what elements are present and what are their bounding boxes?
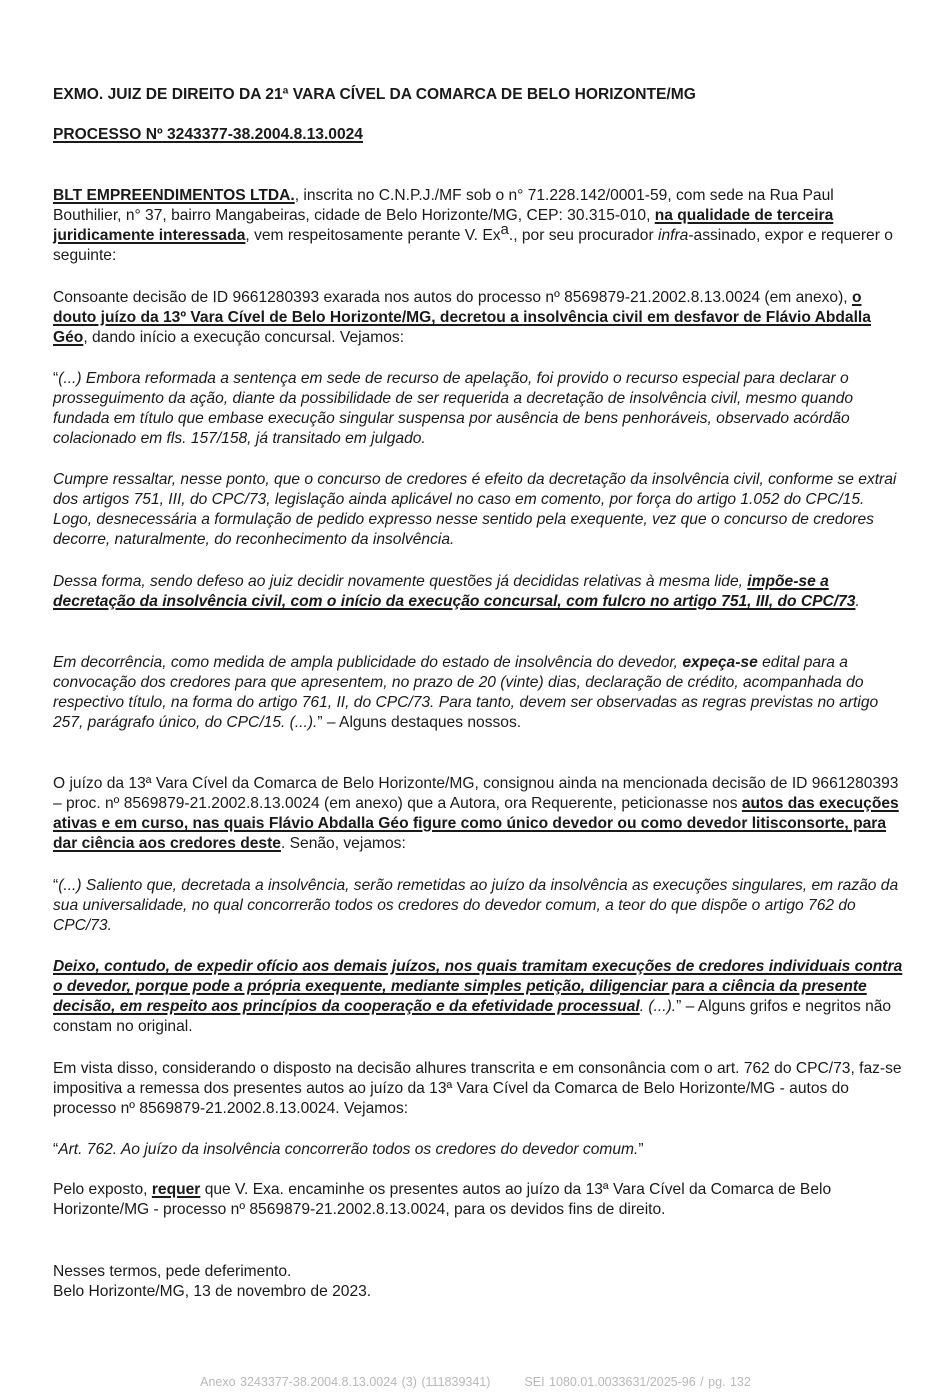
request-word: requer (151, 1181, 201, 1198)
interested-party-phrase: na qualidade de terceira juridicamente interessada (53, 207, 834, 244)
request-paragraph: Pelo exposto, requer que V. Exa. encaminhe os presentes autos ao juízo da 13ª Vara Cível da Comarca de Belo Horizonte/MG - processo nº 8569879-21.2002.8.13.0024, para os devidos fins de direito. (53, 1181, 832, 1218)
active-executions-emphasis: autos das execuções ativas e em curso, nas quais Flávio Abdalla Géo figure como único devedor ou como devedor litisconsorte, para dar ciência aos credores deste (53, 795, 899, 852)
quote-1: “(...) Embora reformada a sentença em sede de recurso de apelação, foi provido o recurso especial para declarar o prosseguimento da ação, diante da possibilidade de ser requerida a decretação de insolvência civil, mesmo quando fundada em título que embase execução singular suspensa por ausência de bens penhoráveis, observado acórdão colacionado em fls. 157/158, já transitado em julgado. (53, 370, 854, 447)
quote-3: Dessa forma, sendo defeso ao juiz decidir novamente questões já decididas relativas à mesma lide, impõe-se a decretação da insolvência civil, com o início da execução concursal, com fulcro no artigo 751, III, do CPC/73. (53, 573, 860, 610)
consideration-paragraph: Em vista disso, considerando o disposto na decisão alhures transcrita e em consonância com o art. 762 do CPC/73, faz-se impositiva a remessa dos presentes autos ao juízo da 13ª Vara Cível da Comarca de Belo Horizonte/MG - autos do processo nº 8569879-21.2002.8.13.0024. Vejamos: (53, 1060, 902, 1117)
court-heading: EXMO. JUIZ DE DIREITO DA 21ª VARA CÍVEL DA COMARCA DE BELO HORIZONTE/MG (53, 86, 696, 103)
ruling-paragraph: O juízo da 13ª Vara Cível da Comarca de Belo Horizonte/MG, consignou ainda na mencionada decisão de ID 9661280393 – proc. nº 8569879-21.2002.8.13.0024 (em anexo) que a Autora, ora Requerente, peticionasse nos autos das execuções ativas e em curso, nas quais Flávio Abdalla Géo figure como único devedor ou como devedor litisconsorte, para dar ciência aos credores deste. Senão, vejamos: (53, 775, 899, 852)
footer-annex-ref: Anexo 3243377-38.2004.8.13.0024 (3) (111839341) (200, 1375, 491, 1389)
footer-sei-ref: SEI 1080.01.0033631/2025-96 / pg. 132 (524, 1375, 751, 1389)
quote-5: “(...) Saliento que, decretada a insolvência, serão remetidas ao juízo da insolvência as execuções singulares, em razão da sua universalidade, no qual concorrerão todos os credores do devedor comum, a teor do que dispõe o artigo 762 do CPC/73. (53, 877, 899, 934)
quote-2: Cumpre ressaltar, nesse ponto, que o concurso de credores é efeito da decretação da insolvência civil, conforme se extrai dos artigos 751, III, do CPC/73, legislação ainda aplicável no caso em comento, por força do artigo 1.052 do CPC/15. Logo, desnecessária a formulação de pedido expresso nesse sentido pela exequente, vez que o concurso de credores decorre, naturalmente, do reconhecimento da insolvência. (53, 471, 897, 548)
closing-line-1: Nesses termos, pede deferimento. (53, 1263, 292, 1280)
page-footer (0, 1372, 951, 1392)
closing-date: Belo Horizonte/MG, 13 de novembro de 2023. (53, 1283, 372, 1300)
cooperation-emphasis: Deixo, contudo, de expedir ofício aos demais juízos, nos quais tramitam execuções de credores individuais contra o devedor, porque pode a própria exequente, mediante simples petição, diligenciar para a ciência da presente decisão, em respeito aos princípios da cooperação e da efetividade processual (53, 958, 903, 1015)
insolvency-decree-emphasis: impõe-se a decretação da insolvência civil, com o início da execução concursal, com fulcro no artigo 751, III, do CPC/73 (53, 573, 856, 610)
process-number: PROCESSO Nº 3243377-38.2004.8.13.0024 (53, 126, 363, 143)
quote-4: Em decorrência, como medida de ampla publicidade do estado de insolvência do devedor, expeça-se edital para a convocação dos credores para que apresentem, no prazo de 20 (vinte) dias, declaração de crédito, acompanhada do respectivo título, na forma do artigo 761, II, do CPC/73. Para tanto, devem ser observadas as regras previstas no artigo 257, parágrafo único, do CPC/15. (...).” – Alguns destaques nossos. (53, 654, 879, 731)
insolvency-statement: o douto juízo da 13º Vara Cível de Belo Horizonte/MG, decretou a insolvência civil em desfavor de Flávio Abdalla Géo (53, 289, 871, 346)
article-quote: “Art. 762. Ao juízo da insolvência concorrerão todos os credores do devedor comum.” (53, 1141, 644, 1158)
quote-6: Deixo, contudo, de expedir ofício aos demais juízos, nos quais tramitam execuções de credores individuais contra o devedor, porque pode a própria exequente, mediante simples petição, diligenciar para a ciência da presente decisão, em respeito aos princípios da cooperação e da efetividade processual. (...).” – Alguns grifos e negritos não constam no original. (53, 958, 903, 1035)
intro-paragraph: BLT EMPREENDIMENTOS LTDA., inscrita no C.N.P.J./MF sob o n° 71.228.142/0001-59, com sede na Rua Paul Bouthilier, n° 37, bairro Mangabeiras, cidade de Belo Horizonte/MG, CEP: 30.315-010, na qualidade de terceira juridicamente interessada, vem respeitosamente perante V. Ex$^a$., por seu procurador infra-assinado, expor e requerer o seguinte: (53, 187, 893, 264)
decision-paragraph: Consoante decisão de ID 9661280393 exarada nos autos do processo nº 8569879-21.2002.8.13.0024 (em anexo), o douto juízo da 13º Vara Cível de Belo Horizonte/MG, decretou a insolvência civil em desfavor de Flávio Abdalla Géo, dando início a execução concursal. Vejamos: (53, 289, 871, 346)
company-name: BLT EMPREENDIMENTOS LTDA. (53, 187, 295, 204)
